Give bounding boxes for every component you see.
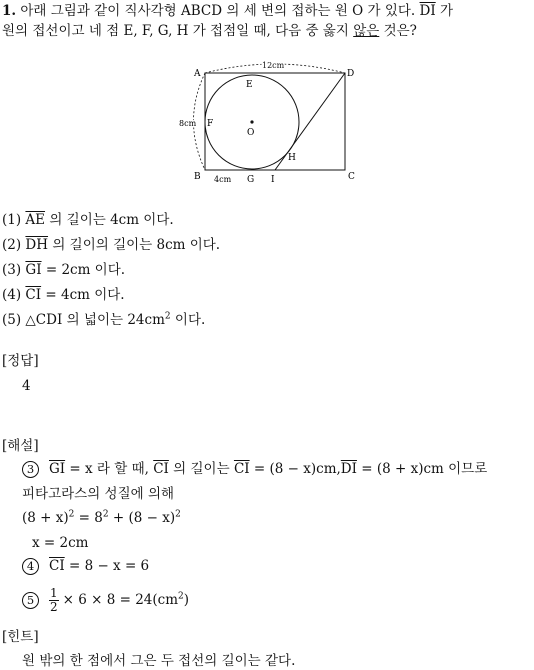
segment-gi: $\overline{GI}$ bbox=[25, 262, 42, 278]
circled-number-3: 3 bbox=[22, 461, 39, 478]
option-1: (1) $\overline{AE}$ 의 길이는 4cm 이다. bbox=[2, 212, 174, 228]
question-text: 가 bbox=[440, 3, 454, 19]
label-o: O bbox=[247, 128, 255, 138]
geometry-figure bbox=[170, 58, 370, 188]
label-b: B bbox=[194, 172, 201, 182]
segment-di: $\overline{DI}$ bbox=[419, 3, 436, 19]
answer-header: [정답] bbox=[2, 353, 39, 369]
question-line-2 bbox=[2, 22, 417, 40]
center-point bbox=[250, 120, 253, 123]
label-d: D bbox=[347, 69, 355, 79]
segment-dh: $\overline{DH}$ bbox=[25, 237, 49, 253]
option-4: (4) $\overline{CI} = 4cm$ 이다. bbox=[2, 287, 125, 303]
label-i: I bbox=[271, 175, 275, 185]
fraction-one-half: $\frac{1}{2}$ bbox=[50, 586, 58, 614]
explanation-line-2: 피타고라스의 성질에 의해 bbox=[22, 486, 175, 502]
label-a: A bbox=[194, 69, 201, 79]
question-number: 1. bbox=[2, 3, 17, 19]
question-text: 아래 그림과 같이 직사각형 ABCD 의 세 변의 접하는 원 O 가 있다. bbox=[20, 3, 416, 19]
explanation-line-4: 4 $\overline{CI} = 8 - x = 6$ bbox=[22, 557, 149, 575]
tangent-line-di bbox=[275, 73, 345, 170]
segment-ci: $\overline{CI}$ bbox=[25, 287, 42, 303]
segment-ae: $\overline{AE}$ bbox=[25, 212, 46, 228]
label-left-length: 8cm bbox=[179, 119, 197, 128]
rectangle-abcd bbox=[205, 73, 345, 170]
hint-header: [힌트] bbox=[2, 629, 39, 645]
label-bottom-length: 4cm bbox=[214, 175, 232, 184]
circled-number-5: 5 bbox=[22, 592, 39, 609]
option-5: (5) △CDI 의 넓이는 $24cm^2$ 이다. bbox=[2, 311, 206, 328]
circled-number-4: 4 bbox=[22, 558, 39, 575]
label-h: H bbox=[288, 153, 296, 163]
option-3: (3) $\overline{GI} = 2cm$ 이다. bbox=[2, 262, 126, 278]
explanation-header: [해설] bbox=[2, 438, 39, 454]
explanation-line-5: 5 $\frac{1}{2}$ × $6 \times 8 = 24(cm^2)$ bbox=[22, 585, 189, 615]
hint-text: 원 밖의 한 점에서 그은 두 접선의 길이는 같다. bbox=[22, 653, 296, 669]
underlined-word: 않은 bbox=[353, 23, 380, 39]
label-g: G bbox=[247, 175, 255, 185]
label-f: F bbox=[207, 119, 214, 129]
explanation-line-1: 3 $\overline{GI} = x$ 라 할 때, $\overline{CI}$ 의 길이는 $\overline{CI} = (8 - x)cm,\overline{DI} = (8 + x)cm$ 이므로 bbox=[22, 460, 487, 478]
question-text: 원의 접선이고 네 점 E, F, G, H 가 접점일 때, 다음 중 옳지 bbox=[2, 23, 349, 39]
answer-value: 4 bbox=[22, 378, 31, 394]
label-e: E bbox=[246, 80, 253, 90]
label-c: C bbox=[348, 172, 355, 182]
question-line-1 bbox=[2, 2, 453, 20]
option-2: (2) $\overline{DH}$ 의 길이의 길이는 8cm 이다. bbox=[2, 237, 221, 253]
explanation-equation-1: $(8 + x)^2 = 8^2 + (8 - x)^2$ bbox=[22, 509, 181, 526]
explanation-equation-2: x = 2cm bbox=[32, 535, 89, 551]
question-text: 것은? bbox=[383, 23, 417, 39]
label-top-length: 12cm bbox=[262, 61, 285, 70]
